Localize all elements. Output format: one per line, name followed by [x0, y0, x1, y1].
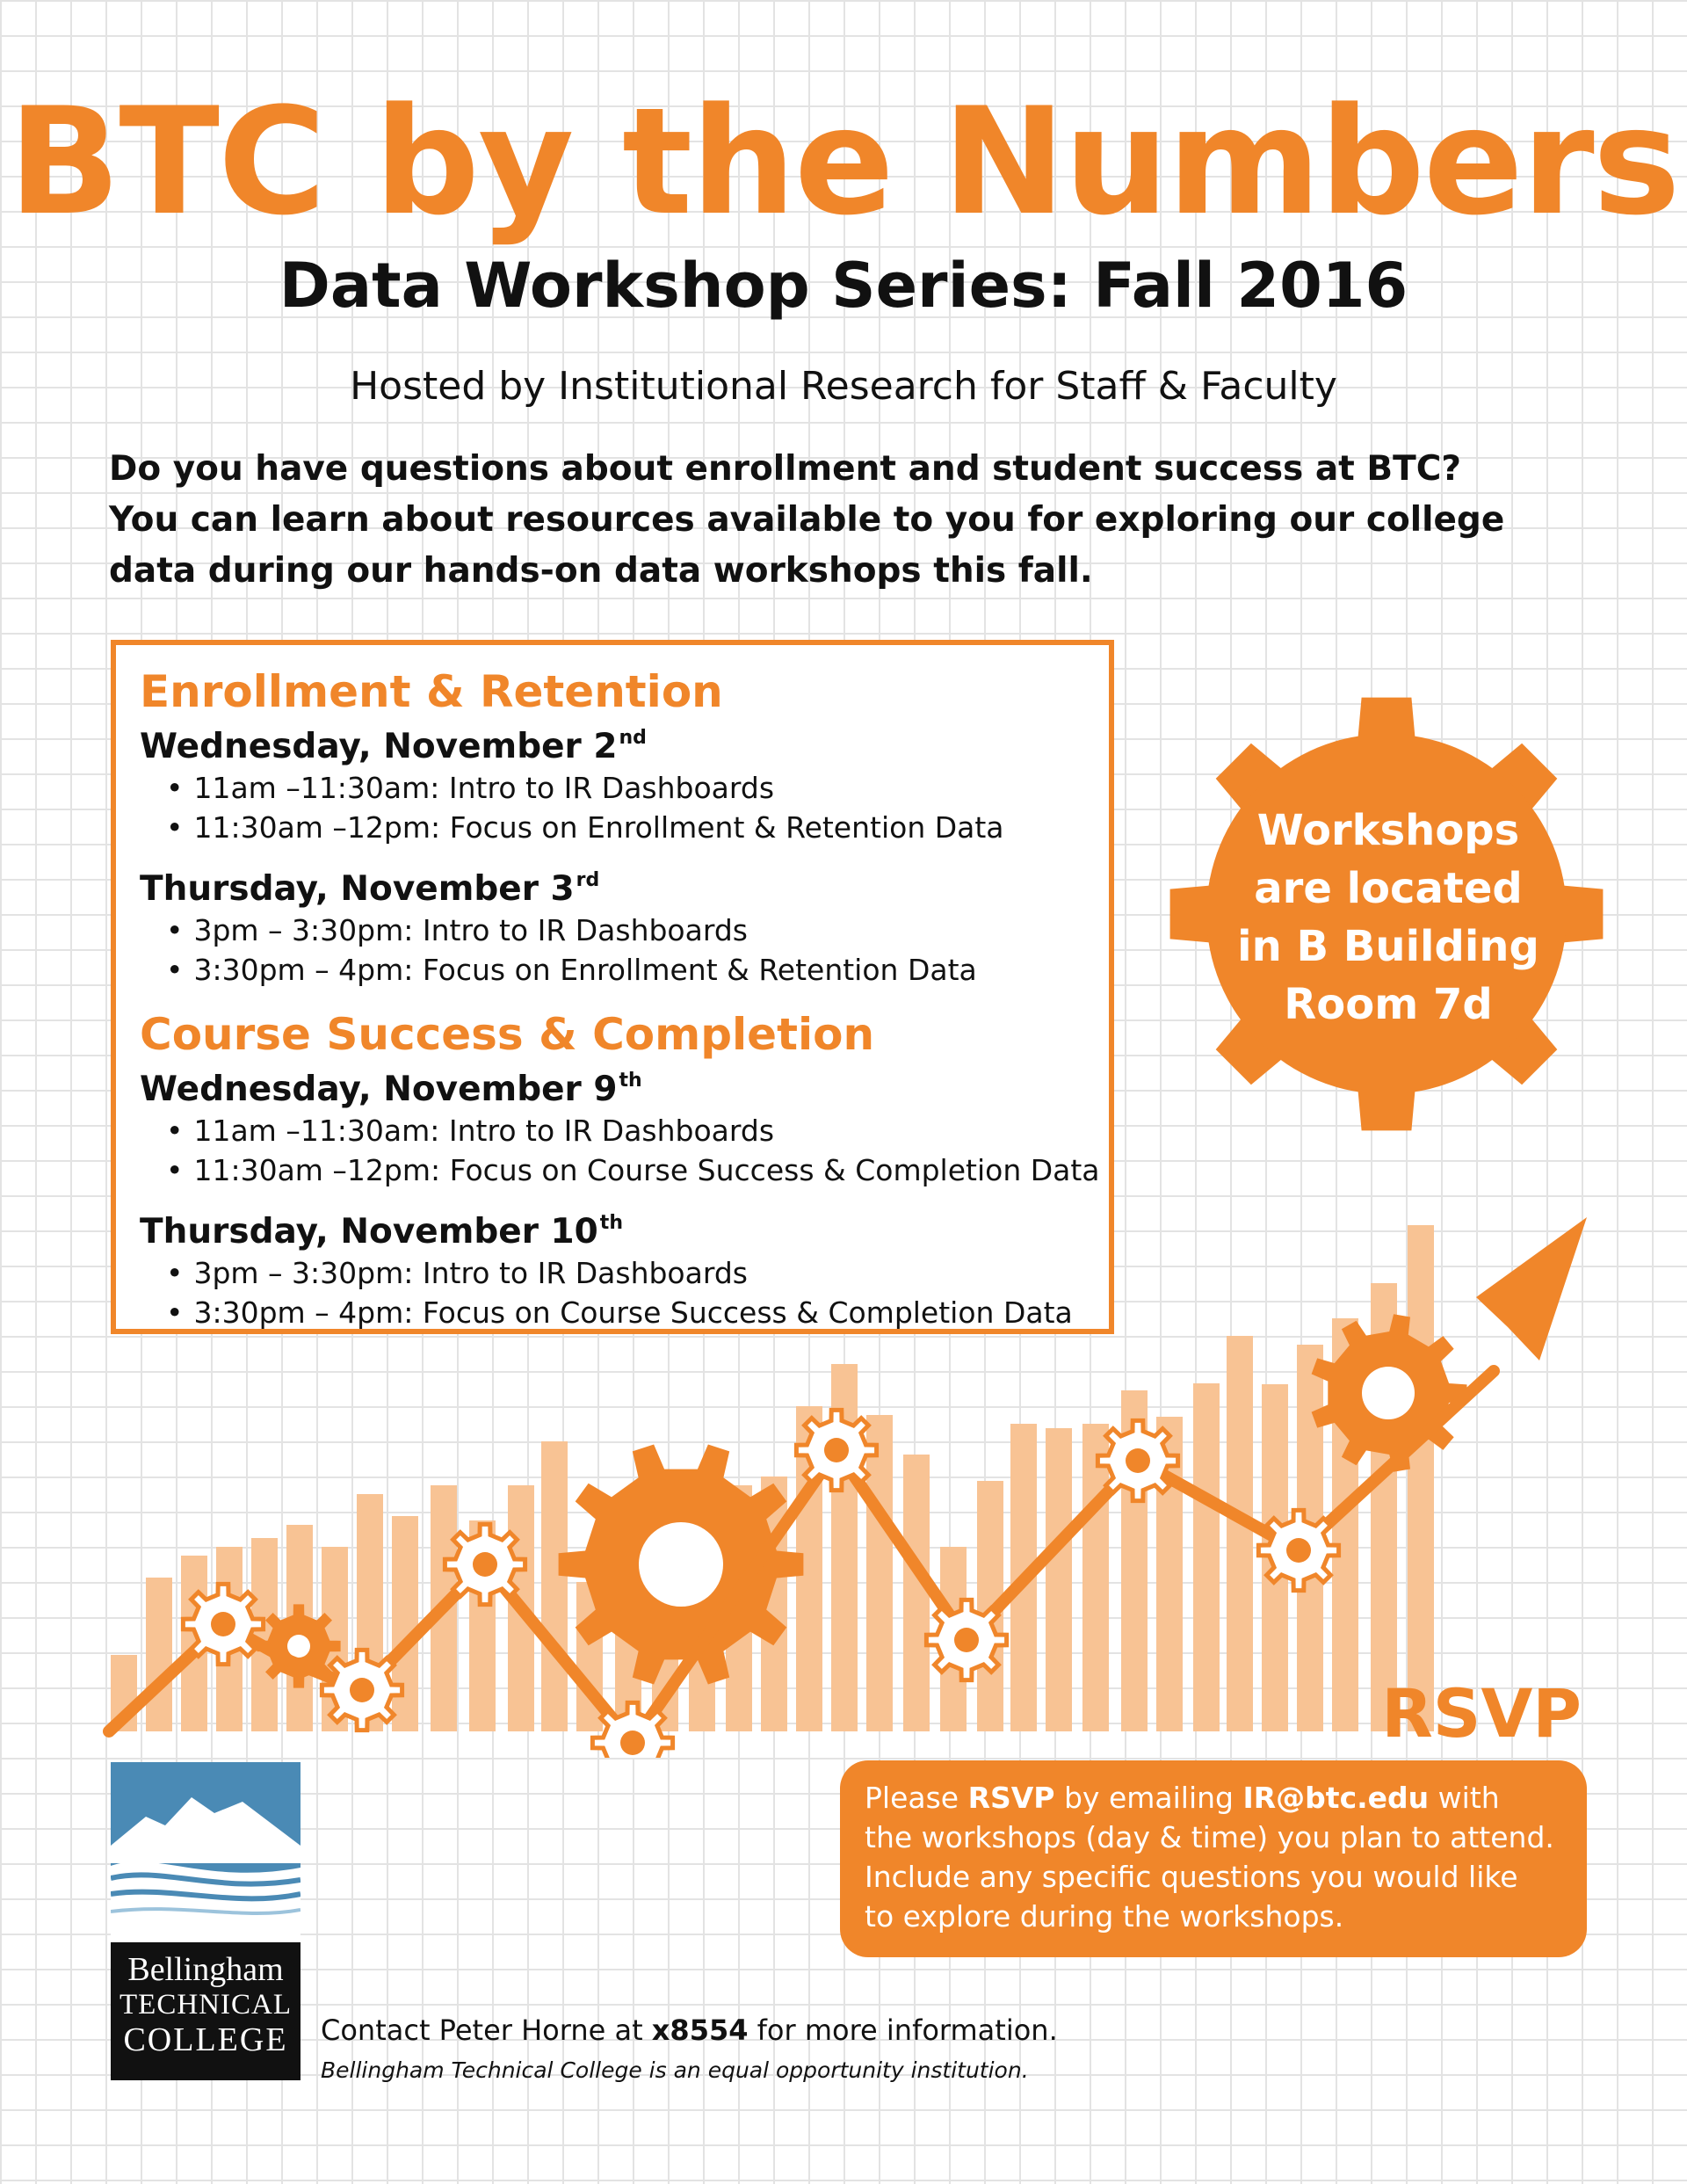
cog-center [620, 1731, 645, 1755]
growth-chart-illustration [0, 1195, 1687, 1758]
bullet-icon: • [166, 771, 184, 805]
session-item: • 11am –11:30am: Intro to IR Dashboards [166, 771, 775, 805]
cog-center [473, 1552, 497, 1577]
rsvp-box [840, 1760, 1587, 1957]
bullet-icon: • [166, 1295, 184, 1330]
day-heading: Thursday, November 10th [140, 1212, 623, 1252]
rsvp-line: Include any specific questions you would like [865, 1860, 1518, 1894]
cog-center [350, 1678, 374, 1702]
cog-center [824, 1438, 849, 1462]
cog-center [1286, 1538, 1311, 1563]
intro-line: data during our hands-on data workshops this fall. [109, 551, 1093, 591]
cog-hole [1362, 1367, 1415, 1419]
bullet-icon: • [166, 1114, 184, 1148]
session-item: • 3:30pm – 4pm: Focus on Enrollment & Retention Data [166, 953, 977, 987]
rsvp-title: RSVP [1381, 1674, 1582, 1752]
chart-bar [1193, 1383, 1220, 1731]
bullet-icon: • [166, 810, 184, 845]
page-subtitle: Data Workshop Series: Fall 2016 [279, 250, 1408, 322]
day-heading: Wednesday, November 9th [140, 1070, 642, 1109]
chart-bar [1046, 1428, 1072, 1731]
chart-bar [1408, 1225, 1434, 1731]
section-title: Course Success & Completion [140, 1009, 875, 1060]
chart-bar [903, 1455, 930, 1731]
chart-bar [146, 1578, 172, 1731]
intro-line: You can learn about resources available to you for exploring our college [109, 500, 1505, 540]
rsvp-line: to explore during the workshops. [865, 1899, 1344, 1934]
rsvp-email-link[interactable]: IR@btc.edu [1242, 1781, 1430, 1815]
cog-hole [287, 1635, 310, 1658]
session-item: • 11am –11:30am: Intro to IR Dashboards [166, 1114, 775, 1148]
cog-center [954, 1628, 979, 1652]
bullet-icon: • [166, 1153, 184, 1187]
rsvp-line: Please RSVP by emailing IR@btc.edu with [865, 1781, 1500, 1815]
session-item: • 3pm – 3:30pm: Intro to IR Dashboards [166, 913, 748, 947]
chart-bar [541, 1441, 568, 1731]
cog-hole [639, 1522, 723, 1607]
day-heading: Thursday, November 3rd [140, 869, 600, 909]
location-text: Workshops are located in B Building Room 7d [1237, 806, 1539, 1029]
intro-line: Do you have questions about enrollment and student success at BTC? [109, 449, 1461, 489]
session-item: • 3pm – 3:30pm: Intro to IR Dashboards [166, 1256, 748, 1290]
chart-bar [866, 1415, 893, 1731]
bullet-icon: • [166, 1256, 184, 1290]
contact-info: Contact Peter Horne at x8554 for more information. [321, 2013, 1058, 2047]
cog-center [211, 1612, 235, 1636]
session-item: • 11:30am –12pm: Focus on Course Success & Completion Data [166, 1153, 1100, 1187]
chart-bar [392, 1516, 418, 1731]
page-title: BTC by the Numbers [8, 76, 1679, 248]
chart-bar [1227, 1336, 1253, 1731]
bullet-icon: • [166, 953, 184, 987]
chart-bar [1082, 1424, 1109, 1731]
equal-opportunity-statement: Bellingham Technical College is an equal opportunity institution. [321, 2057, 1029, 2083]
logo-wordmark: Bellingham TECHNICAL COLLEGE [111, 1942, 300, 2080]
bullet-icon: • [166, 913, 184, 947]
session-item: • 3:30pm – 4pm: Focus on Course Success & Completion Data [166, 1295, 1073, 1330]
rsvp-line: the workshops (day & time) you plan to attend. [865, 1820, 1554, 1854]
section-title: Enrollment & Retention [140, 666, 723, 717]
session-item: • 11:30am –12pm: Focus on Enrollment & Retention Data [166, 810, 1004, 845]
hosted-by: Hosted by Institutional Research for Staff & Faculty [350, 364, 1337, 409]
cog-center [1126, 1448, 1150, 1473]
day-heading: Wednesday, November 2nd [140, 727, 647, 766]
